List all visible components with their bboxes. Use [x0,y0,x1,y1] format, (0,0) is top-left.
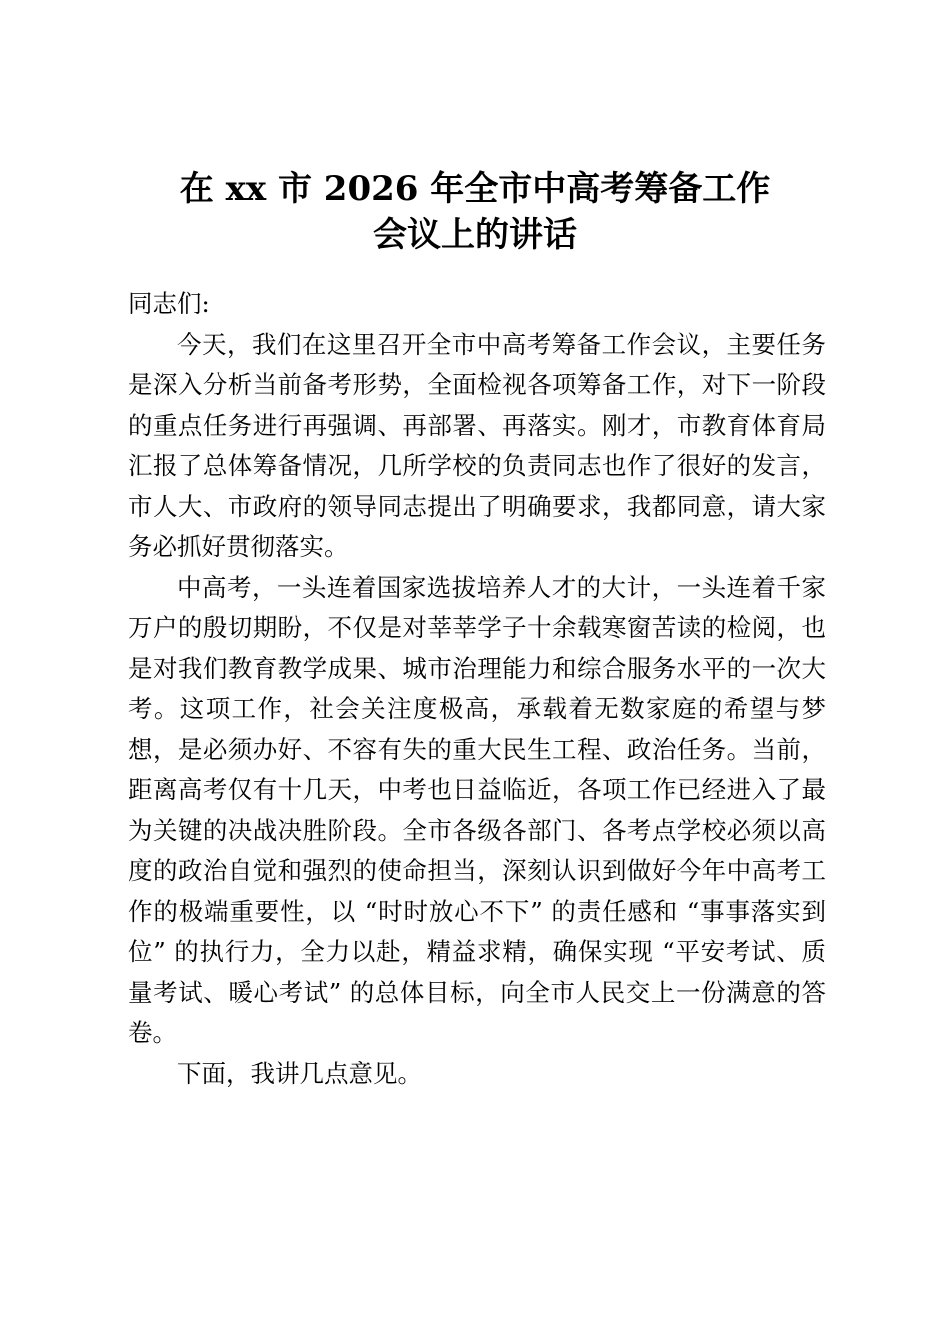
document-title [0,166,950,258]
document-body [128,284,826,1094]
paragraph-importance: 中高考，一头连着国家选拔培养人才的大计，一头连着千家万户的殷切期盼，不仅是对莘莘学子十余载寒窗苦读的检阅，也是对我们教育教学成果、城市治理能力和综合服务水平的一次大考。这项工作，社会关注度极高，承载着无数家庭的希望与梦想，是必须办好、不容有失的重大民生工程、政治任务。当前，距离高考仅有十几天，中考也日益临近，各项工作已经进入了最为关键的决战决胜阶段。全市各级各部门、各考点学校必须以高度的政治自觉和强烈的使命担当，深刻认识到做好今年中高考工作的极端重要性，以 “时时放心不下” 的责任感和 “事事落实到位” 的执行力，全力以赴，精益求精，确保实现 “平安考试、质量考试、暖心考试” 的总体目标，向全市人民交上一份满意的答卷。 [128,572,826,1047]
paragraph-opening: 今天，我们在这里召开全市中高考筹备工作会议，主要任务是深入分析当前备考形势，全面检视各项筹备工作，对下一阶段的重点任务进行再强调、再部署、再落实。刚才，市教育体育局汇报了总体筹备情况，几所学校的负责同志也作了很好的发言，市人大、市政府的领导同志提出了明确要求，我都同意，请大家务必抓好贯彻落实。 [128,329,826,561]
title-line-2: 会议上的讲话 [373,215,577,255]
salutation: 同志们: [128,289,210,318]
paragraph-transition: 下面，我讲几点意见。 [177,1058,422,1088]
title-line-1: 在 xx 市 2026 年全市中高考筹备工作 [179,169,771,209]
